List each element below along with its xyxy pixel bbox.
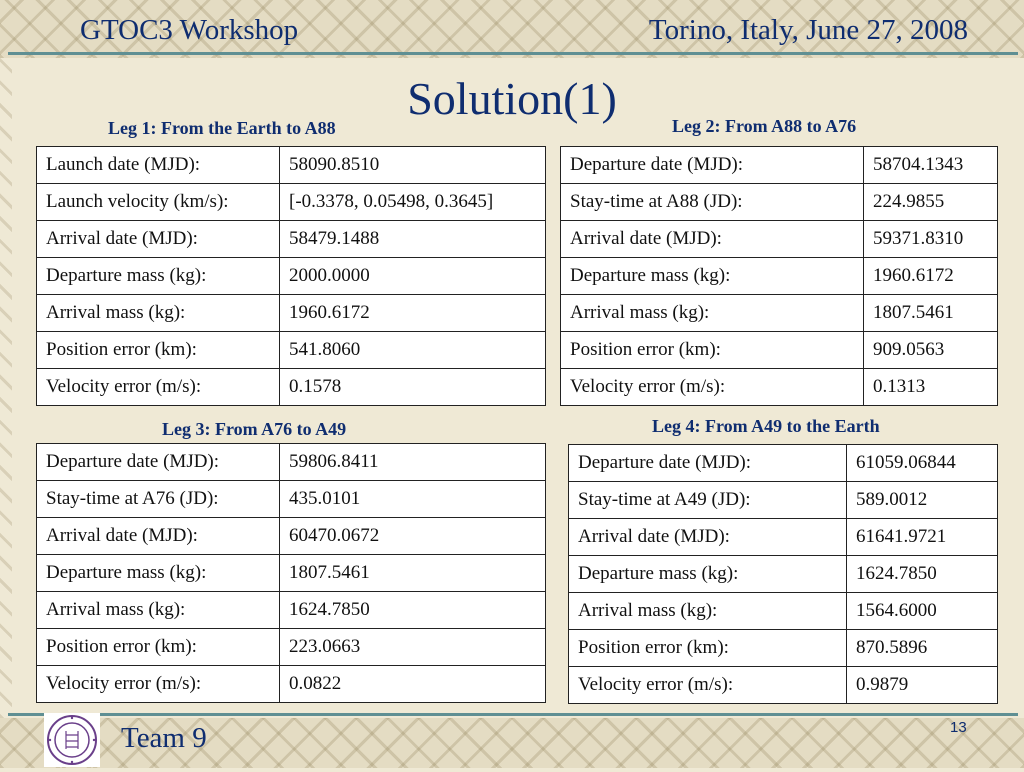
table-row (561, 295, 998, 332)
leg1-table (36, 146, 546, 406)
row-value: 58704.1343 (864, 147, 998, 184)
leg4-table (568, 444, 998, 704)
row-label: Arrival date (MJD): (569, 519, 847, 556)
leg3-caption: Leg 3: From A76 to A49 (162, 419, 347, 439)
row-label: Arrival date (MJD): (561, 221, 864, 258)
row-label: Position error (km): (561, 332, 864, 369)
table-row (569, 593, 998, 630)
row-label: Launch date (MJD): (37, 147, 280, 184)
row-label: Position error (km): (569, 630, 847, 667)
slide-title: Solution(1) (407, 73, 617, 124)
table-row (37, 444, 546, 481)
table-row (569, 482, 998, 519)
row-value: 61059.06844 (847, 445, 998, 482)
table-row (37, 221, 546, 258)
row-value: 0.9879 (847, 667, 998, 704)
table-row (37, 295, 546, 332)
row-value: 59806.8411 (280, 444, 546, 481)
team-label: Team 9 (121, 722, 207, 754)
table-row (37, 555, 546, 592)
row-value: 58090.8510 (280, 147, 546, 184)
row-label: Departure mass (kg): (37, 258, 280, 295)
row-value: 1564.6000 (847, 593, 998, 630)
table-row (569, 556, 998, 593)
row-value: 589.0012 (847, 482, 998, 519)
row-value: 224.9855 (864, 184, 998, 221)
row-label: Launch velocity (km/s): (37, 184, 280, 221)
row-value: 1807.5461 (280, 555, 546, 592)
event-location-date: Torino, Italy, June 27, 2008 (648, 14, 968, 46)
row-value: 870.5896 (847, 630, 998, 667)
row-value: 61641.9721 (847, 519, 998, 556)
row-label: Arrival mass (kg): (37, 295, 280, 332)
table-row (37, 481, 546, 518)
row-label: Stay-time at A49 (JD): (569, 482, 847, 519)
row-value: 1807.5461 (864, 295, 998, 332)
table-row (37, 592, 546, 629)
row-value: 59371.8310 (864, 221, 998, 258)
row-label: Position error (km): (37, 629, 280, 666)
table-row (569, 519, 998, 556)
footer-divider (8, 713, 1018, 716)
table-row (561, 184, 998, 221)
row-label: Departure date (MJD): (569, 445, 847, 482)
row-value: 909.0563 (864, 332, 998, 369)
row-label: Arrival date (MJD): (37, 518, 280, 555)
table-row (569, 445, 998, 482)
leg2-caption: Leg 2: From A88 to A76 (672, 116, 857, 136)
row-value: 1624.7850 (280, 592, 546, 629)
row-value: 0.1313 (864, 369, 998, 406)
row-label: Stay-time at A88 (JD): (561, 184, 864, 221)
row-value: 1960.6172 (280, 295, 546, 332)
table-row (37, 518, 546, 555)
table-row (569, 630, 998, 667)
table-row (561, 221, 998, 258)
leg4-caption: Leg 4: From A49 to the Earth (652, 416, 880, 436)
row-label: Arrival mass (kg): (569, 593, 847, 630)
row-label: Arrival date (MJD): (37, 221, 280, 258)
row-label: Velocity error (m/s): (561, 369, 864, 406)
row-label: Arrival mass (kg): (37, 592, 280, 629)
row-value: 541.8060 (280, 332, 546, 369)
table-row (37, 332, 546, 369)
row-value: 60470.0672 (280, 518, 546, 555)
row-label: Departure mass (kg): (569, 556, 847, 593)
row-label: Position error (km): (37, 332, 280, 369)
table-row (37, 147, 546, 184)
row-label: Stay-time at A76 (JD): (37, 481, 280, 518)
row-label: Velocity error (m/s): (37, 666, 280, 703)
row-value: 0.0822 (280, 666, 546, 703)
row-value: 223.0663 (280, 629, 546, 666)
row-label: Velocity error (m/s): (569, 667, 847, 704)
row-label: Departure date (MJD): (561, 147, 864, 184)
row-label: Arrival mass (kg): (561, 295, 864, 332)
workshop-name: GTOC3 Workshop (80, 14, 299, 46)
table-row (561, 147, 998, 184)
row-label: Departure mass (kg): (561, 258, 864, 295)
header-divider (8, 52, 1018, 55)
university-seal-icon (44, 713, 100, 767)
table-row (561, 369, 998, 406)
row-value: 1960.6172 (864, 258, 998, 295)
table-row (37, 666, 546, 703)
table-row (561, 258, 998, 295)
table-row (561, 332, 998, 369)
row-value: 1624.7850 (847, 556, 998, 593)
row-value: 58479.1488 (280, 221, 546, 258)
decorative-left-border (0, 58, 12, 718)
leg2-table (560, 146, 998, 406)
leg1-caption: Leg 1: From the Earth to A88 (108, 118, 336, 138)
row-value: [-0.3378, 0.05498, 0.3645] (280, 184, 546, 221)
leg3-table (36, 443, 546, 703)
row-value: 0.1578 (280, 369, 546, 406)
table-row (37, 629, 546, 666)
table-row (569, 667, 998, 704)
row-label: Departure date (MJD): (37, 444, 280, 481)
page-number: 13 (950, 719, 967, 736)
row-value: 435.0101 (280, 481, 546, 518)
table-row (37, 258, 546, 295)
row-value: 2000.0000 (280, 258, 546, 295)
table-row (37, 184, 546, 221)
row-label: Velocity error (m/s): (37, 369, 280, 406)
row-label: Departure mass (kg): (37, 555, 280, 592)
table-row (37, 369, 546, 406)
